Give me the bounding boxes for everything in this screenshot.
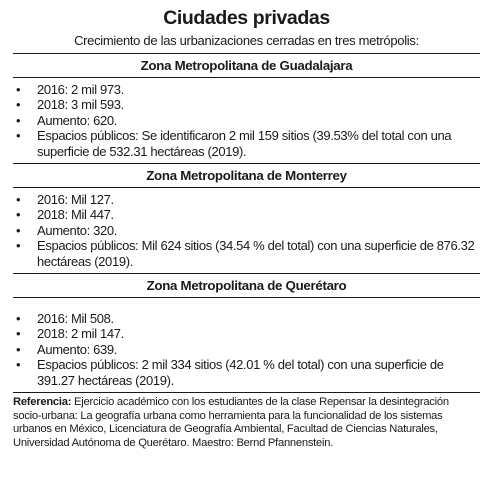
section-heading: Zona Metropolitana de Querétaro [13,274,480,298]
list-item: • Espacios públicos: Mil 624 sitios (34.54 % del total) con una superficie de 876.32 hectáreas (2019). [13,238,480,269]
list-item: • Aumento: 620. [13,113,480,128]
section-queretaro [13,273,480,392]
infographic [13,6,480,450]
section-monterrey [13,163,480,273]
item-list [13,78,480,163]
list-item: • Espacios públicos: Se identificaron 2 mil 159 sitios (39.53% del total con una superficie de 532.31 hectáreas (2019). [13,128,480,159]
list-item: • 2018: 3 mil 593. [13,97,480,112]
item-list [13,188,480,273]
section-heading: Zona Metropolitana de Guadalajara [13,54,480,78]
list-item: • 2018: 2 mil 147. [13,326,480,341]
page-title: Ciudades privadas [163,7,330,29]
list-item: • Aumento: 639. [13,342,480,357]
list-item: • 2018: Mil 447. [13,207,480,222]
subtitle: Crecimiento de las urbanizaciones cerradas en tres metrópolis: [74,33,419,48]
list-item: • 2016: Mil 508. [13,311,480,326]
item-list [13,298,480,392]
reference-label: Referencia: [13,396,72,409]
section-heading: Zona Metropolitana de Monterrey [13,164,480,188]
reference-text: Ejercicio académico con los estudiantes de la clase Repensar la desintegración socio-urbana: La geografía urbana como herramienta para la funcionalidad de los sistemas urbanos en México, Licenciatura de Geografía Ambiental, Facultad de Ciencias Naturales, Universidad Autónoma de Querétaro. Maestro: Bernd Pfannenstein. [13,396,449,449]
section-guadalajara [13,53,480,163]
list-item: • Aumento: 320. [13,223,480,238]
list-item: • 2016: Mil 127. [13,192,480,207]
reference-note [13,392,480,450]
list-item: • 2016: 2 mil 973. [13,82,480,97]
list-item: • Espacios públicos: 2 mil 334 sitios (42.01 % del total) con una superficie de 391.27 hectáreas (2019). [13,357,480,388]
